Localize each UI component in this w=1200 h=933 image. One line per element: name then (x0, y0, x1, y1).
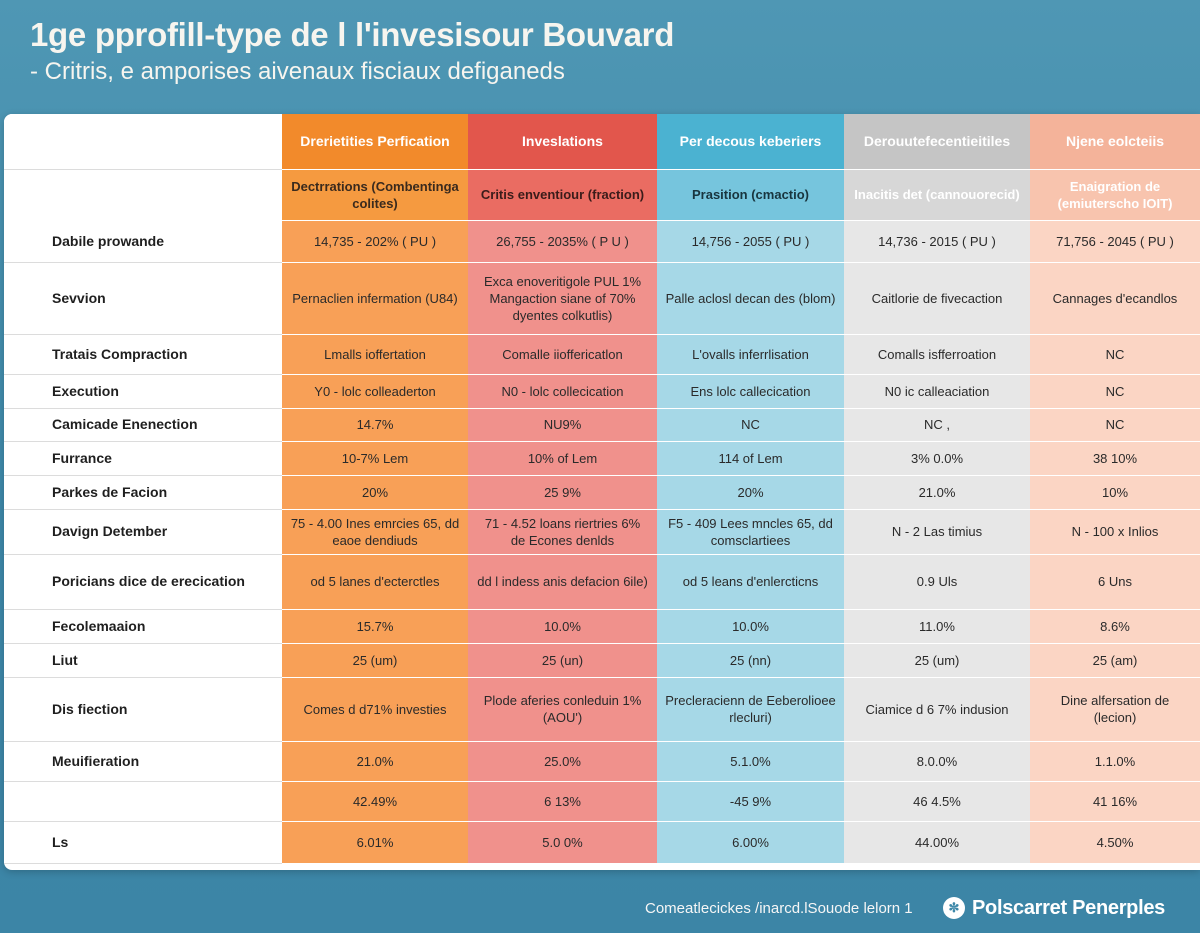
table-cell: 20% (282, 475, 468, 509)
table-row (4, 821, 1200, 863)
table-cell: 10.0% (468, 609, 657, 643)
footer-text: Comeatlecickes /inarcd.lSouode lelorn 1 (645, 900, 913, 917)
header-corner-secondary (4, 169, 282, 220)
table-cell: 20% (657, 475, 844, 509)
table-cell: -45 9% (657, 781, 844, 821)
row-label: Dabile prowande (4, 220, 282, 262)
table-cell: N - 100 x Inlios (1030, 509, 1200, 554)
table-cell: 41 16% (1030, 781, 1200, 821)
table-row (4, 475, 1200, 509)
table-row (4, 509, 1200, 554)
table-cell: N0 ic calleaciation (844, 374, 1030, 408)
comparison-table-card (4, 114, 1200, 870)
table-cell: 21.0% (282, 741, 468, 781)
table-cell: 6 Uns (1030, 554, 1200, 609)
table-body (4, 220, 1200, 863)
row-label: Meuifieration (4, 741, 282, 781)
table-cell: 6 13% (468, 781, 657, 821)
table-cell: 6.01% (282, 821, 468, 863)
table-cell: Ciamice d 6 7% indusion (844, 677, 1030, 741)
table-cell: 75 - 4.00 Ines emrcies 65, dd eaoe dendiuds (282, 509, 468, 554)
table-cell: Exca enoveritigole PUL 1% Mangaction siane of 70% dyentes colkutlis) (468, 262, 657, 334)
row-label: Fecolemaaion (4, 609, 282, 643)
header-corner (4, 114, 282, 169)
table-cell: 71,756 - 2045 ( PU ) (1030, 220, 1200, 262)
table-row (4, 262, 1200, 334)
table-cell: L'ovalls inferrlisation (657, 334, 844, 374)
row-label: Furrance (4, 441, 282, 475)
brand-name: Polscarret Penerples (972, 897, 1165, 919)
page-title: 1ge pprofill-type de l l'invesisour Bouvard (30, 16, 675, 53)
table-row (4, 609, 1200, 643)
table-cell: Comalle iioffericatlon (468, 334, 657, 374)
table-cell: 25 (un) (468, 643, 657, 677)
column-subheader-3: Prasition (cmactio) (657, 169, 844, 220)
column-subheader-4: Inacitis det (cannouorecid) (844, 169, 1030, 220)
table-cell: 114 of Lem (657, 441, 844, 475)
row-label: Poricians dice de erecication (4, 554, 282, 609)
table-cell: Dine alfersation de (lecion) (1030, 677, 1200, 741)
table-cell: 71 - 4.52 loans riertries 6% de Econes denlds (468, 509, 657, 554)
table-cell: 0.9 Uls (844, 554, 1030, 609)
column-header-5: Njene eolcteiis (1030, 114, 1200, 169)
table-cell: 14.7% (282, 408, 468, 441)
table-cell: 25.0% (468, 741, 657, 781)
table-cell: 5.1.0% (657, 741, 844, 781)
table-row (4, 643, 1200, 677)
header-row-secondary (4, 169, 1200, 220)
page-subtitle: - Critris, e amporises aivenaux fisciaux defiganeds (30, 58, 565, 85)
table-cell: 11.0% (844, 609, 1030, 643)
table-cell: 3% 0.0% (844, 441, 1030, 475)
table-cell: Precleracienn de Eeberolioee rlecluri) (657, 677, 844, 741)
column-header-2: Inveslations (468, 114, 657, 169)
table-row (4, 334, 1200, 374)
table-cell: 15.7% (282, 609, 468, 643)
table-cell: F5 - 409 Lees mncles 65, dd comsclartiees (657, 509, 844, 554)
table-cell: 14,735 - 202% ( PU ) (282, 220, 468, 262)
table-cell: NC , (844, 408, 1030, 441)
table-cell: 14,736 - 2015 ( PU ) (844, 220, 1030, 262)
column-header-4: Derouutefecentieitiles (844, 114, 1030, 169)
table-cell: Y0 - lolc colleaderton (282, 374, 468, 408)
table-cell: 10% of Lem (468, 441, 657, 475)
table-cell: 14,756 - 2055 ( PU ) (657, 220, 844, 262)
table-cell: N - 2 Las timius (844, 509, 1030, 554)
table-row (4, 677, 1200, 741)
table-row (4, 374, 1200, 408)
table-cell: od 5 leans d'enlercticns (657, 554, 844, 609)
column-subheader-1: Dectrrations (Combentinga colites) (282, 169, 468, 220)
table-cell: 26,755 - 2035% ( P U ) (468, 220, 657, 262)
row-label: Tratais Compraction (4, 334, 282, 374)
table-cell: 4.50% (1030, 821, 1200, 863)
table-cell: od 5 lanes d'ecterctles (282, 554, 468, 609)
row-label: Dis fiection (4, 677, 282, 741)
table-cell: NU9% (468, 408, 657, 441)
row-label: Sevvion (4, 262, 282, 334)
table-cell: Ens lolc callecication (657, 374, 844, 408)
row-label: Davign Detember (4, 509, 282, 554)
table-cell: 6.00% (657, 821, 844, 863)
table-cell: 25 (um) (282, 643, 468, 677)
table-cell: Comalls isfferroation (844, 334, 1030, 374)
table-cell: 10-7% Lem (282, 441, 468, 475)
table-cell: NC (1030, 408, 1200, 441)
table-cell: 5.0 0% (468, 821, 657, 863)
table-cell: Comes d d71% investies (282, 677, 468, 741)
header-row-primary (4, 114, 1200, 169)
table-cell: 25 9% (468, 475, 657, 509)
table-row (4, 220, 1200, 262)
table-row (4, 441, 1200, 475)
column-subheader-5: Enaigration de (emiuterscho IOIT) (1030, 169, 1200, 220)
table-row (4, 741, 1200, 781)
table-cell: NC (1030, 334, 1200, 374)
table-cell: 46 4.5% (844, 781, 1030, 821)
table-cell: NC (1030, 374, 1200, 408)
table-cell: 25 (am) (1030, 643, 1200, 677)
logo-icon: ✼ (943, 897, 965, 919)
table-row (4, 554, 1200, 609)
table-cell: N0 - lolc collecication (468, 374, 657, 408)
table-cell: Cannages d'ecandlos (1030, 262, 1200, 334)
table-cell: 1.1.0% (1030, 741, 1200, 781)
table-cell: 10.0% (657, 609, 844, 643)
comparison-table (4, 114, 1200, 864)
table-cell: 8.6% (1030, 609, 1200, 643)
table-cell: Pernaclien infermation (U84) (282, 262, 468, 334)
table-cell: dd l indess anis defacion 6ile) (468, 554, 657, 609)
table-cell: 44.00% (844, 821, 1030, 863)
column-header-3: Per decous keberiers (657, 114, 844, 169)
table-cell: 21.0% (844, 475, 1030, 509)
column-subheader-2: Critis enventiour (fraction) (468, 169, 657, 220)
table-row (4, 781, 1200, 821)
table-cell: 10% (1030, 475, 1200, 509)
table-cell: 25 (nn) (657, 643, 844, 677)
table-cell: Plode aferies conleduin 1% (AOU') (468, 677, 657, 741)
row-label: Parkes de Facion (4, 475, 282, 509)
table-cell: NC (657, 408, 844, 441)
table-cell: Palle aclosl decan des (blom) (657, 262, 844, 334)
table-cell: Caitlorie de fivecaction (844, 262, 1030, 334)
column-header-1: Drerietities Perfication (282, 114, 468, 169)
row-label: Ls (4, 821, 282, 863)
row-label: Camicade Enenection (4, 408, 282, 441)
table-row (4, 408, 1200, 441)
table-cell: 25 (um) (844, 643, 1030, 677)
table-cell: 8.0.0% (844, 741, 1030, 781)
row-label: Execution (4, 374, 282, 408)
table-cell: 42.49% (282, 781, 468, 821)
row-label: Liut (4, 643, 282, 677)
table-cell: Lmalls ioffertation (282, 334, 468, 374)
row-label (4, 781, 282, 821)
table-cell: 38 10% (1030, 441, 1200, 475)
